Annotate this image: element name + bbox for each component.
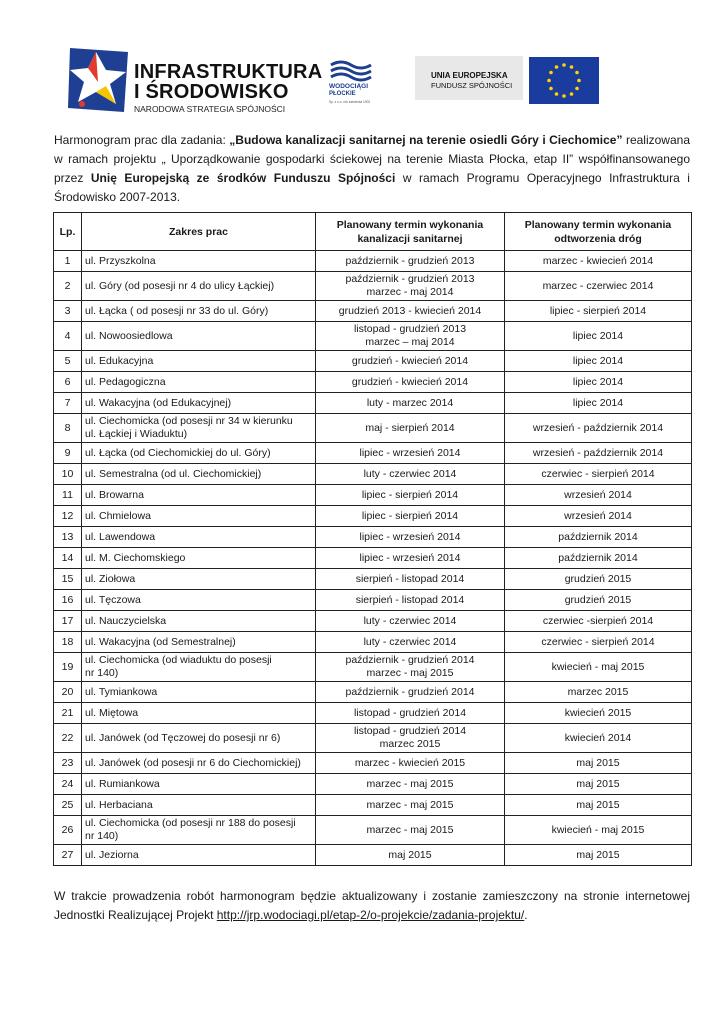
cell-sewer-term (316, 724, 505, 753)
cell-sewer-term-line: marzec - maj 2015 (366, 823, 454, 836)
cell-road-term-line: wrzesień - październik 2014 (532, 446, 664, 459)
cell-sewer-term (316, 272, 505, 301)
cell-street-line: ul. M. Ciechomskiego (85, 551, 186, 564)
cell-street-line: ul. Lawendowa (85, 530, 156, 543)
cell-sewer-term-line: październik - grudzień 2014 (345, 654, 475, 666)
cell-street-line: ul. Łącka ( od posesji nr 33 do ul. Góry) (85, 304, 269, 317)
cell-sewer-term-line: lipiec - sierpień 2014 (361, 488, 459, 501)
cell-street (82, 322, 316, 351)
cell-street-line: ul. Chmielowa (85, 509, 151, 522)
cell-street-line: ul. Janówek (od Tęczowej do posesji nr 6) (85, 731, 281, 744)
cell-lp: 25 (54, 795, 82, 816)
cell-sewer-term-line: sierpień - listopad 2014 (355, 572, 465, 585)
cell-sewer-term (316, 251, 505, 272)
intro-prefix: Harmonogram prac dla zadania: (54, 133, 230, 147)
cell-road-term-line: lipiec 2014 (572, 329, 624, 342)
cell-sewer-term-line: luty - czerwiec 2014 (363, 635, 457, 648)
cell-sewer-term-line: luty - marzec 2014 (366, 396, 454, 409)
table-row (54, 653, 692, 682)
cell-lp: 19 (54, 653, 82, 682)
cell-street (82, 632, 316, 653)
cell-sewer-term-line: marzec - maj 2015 (366, 777, 454, 790)
unia-line2: FUNDUSZ SPÓJNOŚCI (431, 81, 513, 90)
cell-road-term-line: kwiecień 2014 (564, 731, 632, 744)
cell-road-term (505, 724, 692, 753)
cell-street-line: nr 140) (85, 667, 119, 679)
cell-street (82, 753, 316, 774)
table-row (54, 464, 692, 485)
table-row (54, 632, 692, 653)
cell-lp: 26 (54, 816, 82, 845)
cell-sewer-term-line: grudzień - kwiecień 2014 (351, 375, 469, 388)
cell-sewer-term-line: październik - grudzień 2014 (345, 685, 475, 698)
cell-street-line: ul. Jeziorna (85, 848, 139, 861)
wodociagi-name: WODOCIĄGI (329, 83, 368, 90)
table-row (54, 322, 692, 351)
cell-road-term (505, 548, 692, 569)
table-row (54, 251, 692, 272)
table-header-row (54, 213, 692, 251)
cell-street (82, 682, 316, 703)
intro-middle: realizowana w ramach projektu „ Uporządkowanie gospodarki ściekowej na terenie Miasta Płocka, etap II” współfinansowanego przez (54, 133, 690, 185)
cell-road-term (505, 414, 692, 443)
cell-sewer-term (316, 372, 505, 393)
cell-street-line: ul. Nauczycielska (85, 614, 167, 627)
cell-lp: 24 (54, 774, 82, 795)
footer-end: . (524, 908, 528, 922)
cell-sewer-term (316, 632, 505, 653)
cell-street-line: ul. Miętowa (85, 706, 139, 719)
cell-road-term-line: kwiecień - maj 2015 (551, 660, 645, 673)
cell-road-term (505, 590, 692, 611)
cell-sewer-term (316, 816, 505, 845)
table-row (54, 682, 692, 703)
cell-road-term (505, 753, 692, 774)
cell-street-line: ul. Przyszkolna (85, 254, 156, 267)
cell-road-term-line: październik 2014 (558, 551, 638, 564)
table-row (54, 485, 692, 506)
cell-sewer-term-line: sierpień - listopad 2014 (355, 593, 465, 606)
table-row (54, 351, 692, 372)
cell-sewer-term-line: maj - sierpień 2014 (365, 421, 455, 434)
cell-sewer-term (316, 590, 505, 611)
cell-sewer-term (316, 774, 505, 795)
cell-sewer-term (316, 351, 505, 372)
cell-sewer-term (316, 506, 505, 527)
cell-road-term-line: lipiec 2014 (572, 354, 624, 367)
cell-lp: 27 (54, 845, 82, 866)
table-row (54, 724, 692, 753)
cell-street-line: ul. Rumiankowa (85, 777, 160, 790)
cell-lp: 8 (54, 414, 82, 443)
cell-road-term (505, 251, 692, 272)
table-row (54, 272, 692, 301)
table-row (54, 703, 692, 724)
unia-europejska-logo (415, 54, 601, 106)
cell-road-term-line: wrzesień - październik 2014 (532, 421, 664, 434)
cell-road-term (505, 464, 692, 485)
cell-road-term-line: maj 2015 (576, 848, 620, 861)
cell-street (82, 351, 316, 372)
infrastruktura-title-line2: I ŚRODOWISKO (134, 81, 289, 103)
cell-road-term (505, 272, 692, 301)
cell-road-term (505, 682, 692, 703)
cell-lp: 3 (54, 301, 82, 322)
table-row (54, 393, 692, 414)
cell-sewer-term-line: luty - czerwiec 2014 (363, 614, 457, 627)
cell-street-line: ul. Tęczowa (85, 593, 141, 606)
cell-lp: 22 (54, 724, 82, 753)
cell-road-term-line: marzec 2015 (567, 685, 629, 698)
table-row (54, 414, 692, 443)
cell-sewer-term-line: marzec - maj 2014 (366, 286, 454, 298)
cell-sewer-term-line: marzec - kwiecień 2015 (354, 756, 466, 769)
cell-street (82, 301, 316, 322)
cell-street (82, 251, 316, 272)
cell-street (82, 703, 316, 724)
cell-sewer-term-line: lipiec - sierpień 2014 (361, 509, 459, 522)
cell-sewer-term (316, 322, 505, 351)
cell-road-term-line: maj 2015 (576, 756, 620, 769)
cell-street (82, 506, 316, 527)
cell-street (82, 414, 316, 443)
cell-road-term-line: wrzesień 2014 (564, 509, 632, 522)
cell-road-term-line: wrzesień 2014 (564, 488, 632, 501)
cell-street-line: ul. Edukacyjna (85, 354, 154, 367)
cell-road-term-line: lipiec 2014 (572, 375, 624, 388)
cell-street-line: ul. Ziołowa (85, 572, 136, 585)
cell-road-term-line: marzec - kwiecień 2014 (542, 254, 654, 267)
cell-street-line: ul. Janówek (od posesji nr 6 do Ciechomickiej) (85, 756, 301, 769)
cell-street (82, 590, 316, 611)
cell-sewer-term-line: listopad - grudzień 2013 (353, 323, 467, 335)
cell-road-term-line: czerwiec - sierpień 2014 (541, 467, 655, 480)
cell-sewer-term-line: maj 2015 (388, 848, 432, 861)
infrastruktura-subtitle: NARODOWA STRATEGIA SPÓJNOŚCI (134, 104, 286, 114)
table-row (54, 569, 692, 590)
cell-sewer-term (316, 414, 505, 443)
cell-road-term-line: kwiecień - maj 2015 (551, 823, 645, 836)
intro-suffix: w ramach Programu Operacyjnego Infrastruktura i Środowisko 2007-2013. (54, 171, 690, 204)
cell-sewer-term (316, 569, 505, 590)
cell-street (82, 372, 316, 393)
cell-lp: 9 (54, 443, 82, 464)
unia-line1: UNIA EUROPEJSKA (431, 71, 508, 80)
cell-street-line: ul. Ciechomicka (od posesji nr 188 do posesji (85, 817, 296, 829)
cell-road-term (505, 372, 692, 393)
cell-road-term-line: lipiec 2014 (572, 396, 624, 409)
cell-road-term (505, 795, 692, 816)
eu-flag-icon (529, 57, 599, 104)
cell-sewer-term (316, 753, 505, 774)
cell-lp: 13 (54, 527, 82, 548)
cell-road-term (505, 632, 692, 653)
intro-task-title: „Budowa kanalizacji sanitarnej na terenie osiedli Góry i Ciechomice” (229, 133, 623, 147)
cell-lp: 20 (54, 682, 82, 703)
cell-road-term-line: czerwiec -sierpień 2014 (542, 614, 654, 627)
wodociagi-small-text: Sp. z o.o. rok założenia 1902 (329, 100, 371, 104)
cell-street (82, 724, 316, 753)
cell-lp: 11 (54, 485, 82, 506)
cell-street-line: ul. Wakacyjna (od Semestralnej) (85, 635, 236, 648)
cell-street-line: ul. Łącka (od Ciechomickiej do ul. Góry) (85, 446, 271, 459)
cell-road-term-line: grudzień 2015 (564, 572, 632, 585)
cell-sewer-term (316, 682, 505, 703)
cell-lp: 7 (54, 393, 82, 414)
cell-sewer-term-line: listopad - grudzień 2014 (353, 706, 467, 719)
cell-sewer-term-line: październik - grudzień 2013 (345, 254, 475, 267)
cell-road-term (505, 393, 692, 414)
cell-street-line: ul. Pedagogiczna (85, 375, 166, 388)
cell-street (82, 653, 316, 682)
cell-lp: 6 (54, 372, 82, 393)
footer-text: W trakcie prowadzenia robót harmonogram będzie aktualizowany i zostanie zamieszczony na stronie internetowej Jednostki Realizującej Projekt (54, 889, 690, 922)
cell-street (82, 569, 316, 590)
cell-street-line: ul. Ciechomicka (od posesji nr 34 w kierunku (85, 415, 293, 427)
cell-road-term-line: grudzień 2015 (564, 593, 632, 606)
table-row (54, 506, 692, 527)
cell-street (82, 845, 316, 866)
unia-text-box (415, 56, 523, 100)
table-row (54, 527, 692, 548)
cell-street (82, 611, 316, 632)
cell-sewer-term (316, 443, 505, 464)
wodociagi-logo (327, 57, 381, 109)
cell-sewer-term (316, 393, 505, 414)
cell-street-line: nr 140) (85, 830, 119, 842)
infrastruktura-title-line1: INFRASTRUKTURA (134, 61, 323, 83)
footer-paragraph (54, 887, 690, 925)
cell-lp: 18 (54, 632, 82, 653)
cell-street (82, 527, 316, 548)
cell-sewer-term (316, 795, 505, 816)
intro-fund: Unię Europejską ze środków Funduszu Spójności (90, 171, 396, 185)
cell-sewer-term-line: luty - czerwiec 2014 (363, 467, 457, 480)
project-link[interactable]: http://jrp.wodociagi.pl/etap-2/o-projekcie/zadania-projektu/ (216, 908, 525, 922)
cell-road-term-line: czerwiec - sierpień 2014 (541, 635, 655, 648)
cell-road-term (505, 611, 692, 632)
cell-street (82, 272, 316, 301)
cell-street-line: ul. Nowoosiedlowa (85, 329, 173, 342)
cell-sewer-term-line: marzec - maj 2015 (366, 798, 454, 811)
cell-street (82, 485, 316, 506)
cell-sewer-term-line: lipiec - wrzesień 2014 (359, 551, 461, 564)
cell-sewer-term (316, 703, 505, 724)
cell-street-line: ul. Łąckiej i Wiaduktu) (85, 428, 188, 440)
header-lp: Lp. (54, 213, 82, 251)
cell-road-term (505, 485, 692, 506)
header-sewer: Planowany termin wykonania kanalizacji sanitarnej (316, 213, 505, 251)
cell-lp: 1 (54, 251, 82, 272)
cell-street-line: ul. Semestralna (od ul. Ciechomickiej) (85, 467, 262, 480)
cell-road-term-line: kwiecień 2015 (564, 706, 632, 719)
cell-sewer-term (316, 485, 505, 506)
cell-sewer-term (316, 301, 505, 322)
cell-road-term (505, 774, 692, 795)
cell-lp: 21 (54, 703, 82, 724)
infrastruktura-logo (66, 42, 323, 116)
cell-sewer-term (316, 653, 505, 682)
cell-road-term (505, 653, 692, 682)
cell-road-term-line: maj 2015 (576, 777, 620, 790)
cell-street (82, 464, 316, 485)
cell-lp: 17 (54, 611, 82, 632)
cell-road-term (505, 322, 692, 351)
cell-sewer-term-line: październik - grudzień 2013 (345, 273, 475, 285)
table-row (54, 443, 692, 464)
cell-street-line: ul. Ciechomicka (od wiaduktu do posesji (85, 654, 272, 666)
cell-road-term-line: marzec - czerwiec 2014 (542, 279, 654, 292)
cell-road-term (505, 703, 692, 724)
water-waves-icon (327, 57, 381, 83)
table-body (54, 251, 692, 866)
cell-lp: 10 (54, 464, 82, 485)
cell-lp: 16 (54, 590, 82, 611)
table-row (54, 301, 692, 322)
cell-street-line: ul. Herbaciana (85, 798, 153, 811)
table-row (54, 774, 692, 795)
cell-road-term (505, 569, 692, 590)
schedule-table (53, 212, 692, 866)
cell-road-term (505, 845, 692, 866)
cell-sewer-term-line: lipiec - wrzesień 2014 (359, 446, 461, 459)
table-row (54, 590, 692, 611)
cell-street (82, 816, 316, 845)
intro-paragraph (54, 131, 690, 207)
cell-sewer-term (316, 527, 505, 548)
cell-road-term (505, 506, 692, 527)
cell-street (82, 443, 316, 464)
cell-sewer-term (316, 548, 505, 569)
header-scope: Zakres prac (82, 213, 316, 251)
table-row (54, 795, 692, 816)
cell-street (82, 774, 316, 795)
cell-sewer-term-line: lipiec - wrzesień 2014 (359, 530, 461, 543)
cell-sewer-term-line: grudzień - kwiecień 2014 (351, 354, 469, 367)
infrastruktura-emblem-icon (66, 42, 132, 116)
cell-lp: 12 (54, 506, 82, 527)
cell-lp: 15 (54, 569, 82, 590)
header-road: Planowany termin wykonania odtworzenia dróg (505, 213, 692, 251)
cell-street-line: ul. Góry (od posesji nr 4 do ulicy Łąckiej) (85, 279, 275, 292)
cell-road-term-line: maj 2015 (576, 798, 620, 811)
cell-sewer-term (316, 464, 505, 485)
cell-road-term (505, 301, 692, 322)
cell-sewer-term-line: marzec 2015 (379, 738, 441, 750)
table-row (54, 372, 692, 393)
cell-lp: 14 (54, 548, 82, 569)
cell-road-term (505, 527, 692, 548)
cell-street (82, 393, 316, 414)
table-row (54, 753, 692, 774)
cell-sewer-term (316, 611, 505, 632)
cell-street (82, 795, 316, 816)
cell-lp: 23 (54, 753, 82, 774)
table-row (54, 548, 692, 569)
cell-street-line: ul. Tymiankowa (85, 685, 158, 698)
cell-sewer-term-line: grudzień 2013 - kwiecień 2014 (338, 304, 482, 317)
cell-road-term-line: lipiec - sierpień 2014 (549, 304, 647, 317)
cell-lp: 5 (54, 351, 82, 372)
table-row (54, 611, 692, 632)
cell-lp: 2 (54, 272, 82, 301)
cell-road-term (505, 443, 692, 464)
table-row (54, 845, 692, 866)
cell-road-term-line: październik 2014 (558, 530, 638, 543)
cell-sewer-term (316, 845, 505, 866)
cell-lp: 4 (54, 322, 82, 351)
cell-street (82, 548, 316, 569)
table-row (54, 816, 692, 845)
wodociagi-city: PŁOCKIE (329, 91, 356, 97)
cell-street-line: ul. Wakacyjna (od Edukacyjnej) (85, 396, 232, 409)
cell-sewer-term-line: marzec – maj 2014 (365, 336, 455, 348)
cell-road-term (505, 351, 692, 372)
cell-road-term (505, 816, 692, 845)
cell-sewer-term-line: marzec - maj 2015 (366, 667, 454, 679)
header-logos (0, 0, 724, 120)
cell-street-line: ul. Browarna (85, 488, 144, 501)
cell-sewer-term-line: listopad - grudzień 2014 (353, 725, 467, 737)
